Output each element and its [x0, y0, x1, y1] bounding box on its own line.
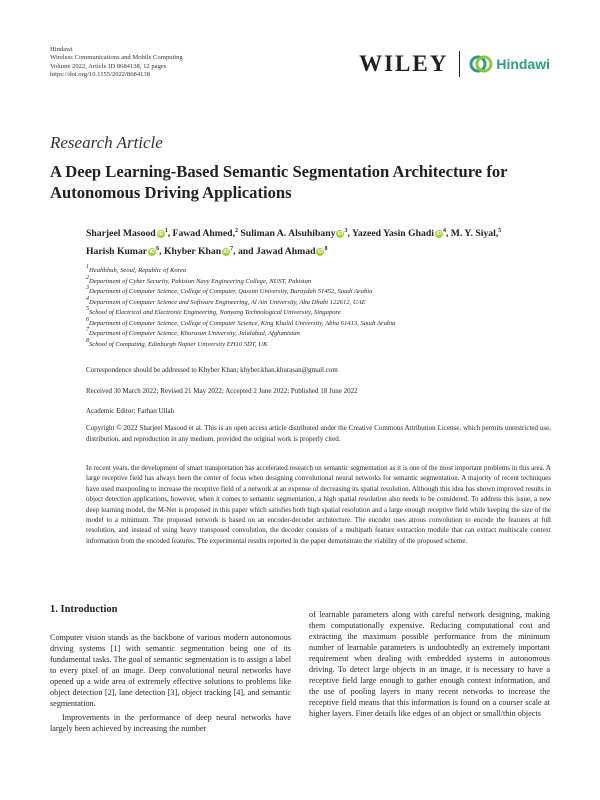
- affiliation-text: Department of Computer Science, College of Computer, Qassim University, Buraydah 51452, Saudi Arabia: [89, 288, 373, 295]
- orcid-icon[interactable]: iD: [436, 231, 442, 237]
- author-name: [173, 228, 238, 239]
- author-name: [164, 246, 233, 257]
- publisher-logos: [359, 50, 550, 78]
- journal-name: Wireless Communications and Mobile Computing: [50, 54, 183, 62]
- author-name: [451, 228, 501, 239]
- hindawi-logo-icon: [469, 53, 493, 75]
- affiliation-text: Department of Computer Science, College of Computer Science, King Khalid University, Abha 61413, Saudi Arabia: [89, 319, 396, 327]
- author-name-text: Yazeed Yasin Ghadi: [351, 228, 434, 239]
- affiliation-number: 5: [86, 306, 89, 312]
- author-name: [240, 228, 347, 239]
- affiliation-number: 7: [86, 327, 89, 333]
- affiliation-item: [86, 308, 576, 319]
- affiliation-item: [86, 316, 576, 330]
- affiliation-item: [86, 337, 576, 351]
- affiliation-number: 4: [86, 295, 89, 302]
- affiliation-number: 8: [86, 337, 89, 344]
- author-name: [352, 228, 446, 239]
- affiliation-marker: 1: [164, 228, 168, 234]
- affiliation-marker: 3: [344, 228, 348, 234]
- correspondence: Correspondence should be addressed to Khyber Khan; khyber.khan.khurasan@gmail.com: [86, 366, 338, 374]
- affiliation-number: 2: [86, 274, 89, 281]
- intro-paragraph: of learnable parameters along with careful network designing, making them computationally expensive. Reducing computational cost and extracting the maximum possible performance from the minimum number of learnable parameters is undoubtedly an extremely important requirement when dealing with embedded systems in autonomous driving. To detect large objects in an image, it is necessary to have a receptive field large enough to gather enough context information, and the use of pooling layers in many recent networks to increase the receptive field means that this information is found on a courser scale at higher layers. Finer details like edges of an object or small/thin objects: [309, 610, 550, 719]
- affiliation-text: School of Electrical and Electronic Engineering, Nanyang Technological University, Singapore: [89, 309, 341, 316]
- affiliation-text: Department of Computer Science, Khurasan University, Jalalabad, Afghanistan: [89, 330, 300, 337]
- copyright-notice: Copyright © 2022 Sharjeel Masood et al. This is an open access article distributed under the Creative Commons Attribution License, which permits unrestricted use, distribution, and reproduction in any medium, provided the original work is properly cited.: [86, 424, 551, 443]
- publisher-line: Hindawi: [50, 46, 73, 53]
- intro-paragraph: Computer vision stands as the backbone of various modern autonomous driving systems [1] with semantic segmentation being one of its fundamental tasks. The goal of semantic segmentation is to assign a label to every pixel of an image. Deep convolutional neural networks have opened up a wide area of extremely effective solutions to problems like object detection [2], lane detection [3], object tracking [4], and semantic segmentation.: [50, 633, 291, 709]
- affiliation-item: [86, 287, 576, 298]
- author-name-text: Khyber Khan: [163, 246, 222, 257]
- affiliation-number: 6: [86, 316, 89, 323]
- orcid-icon[interactable]: iD: [223, 249, 229, 255]
- affiliation-item: [86, 295, 576, 309]
- affiliation-marker: 2: [235, 228, 238, 234]
- logo-divider: [459, 51, 460, 77]
- intro-column-left: [50, 632, 291, 734]
- author-name: [238, 246, 328, 257]
- affiliation-marker: 5: [498, 228, 502, 234]
- affiliation-number: 1: [86, 264, 89, 270]
- intro-column-right: [309, 609, 550, 719]
- author-name-text: Fawad Ahmed,: [172, 228, 235, 239]
- author-name-text: Suliman A. Alsuhibany: [240, 228, 336, 239]
- affiliation-text: Department of Cyber Security, Pakistan Navy Engineering College, NUST, Pakistan: [89, 277, 312, 285]
- affiliation-marker: 8: [324, 246, 328, 252]
- journal-info: [50, 46, 183, 79]
- orcid-icon[interactable]: iD: [149, 249, 155, 255]
- abstract: In recent years, the development of smart transportation has accelerated research on semantic segmentation as it is one of the most important problems in this area. A large receptive field has always been the center of focus when designing convolutional neural networks for semantic segmentation. A majority of recent techniques have used maxpooling to increase the receptive field of a network at an expense of decreasing its spatial resolution. Although this idea has shown improved results in object detection applications, however, when it comes to semantic segmentation, a high spatial resolution also needs to be considered. To address this issue, a new deep learning model, the M-Net is proposed in this paper which satisfies both high spatial resolution and a large enough receptive field while keeping the size of the model to a minimum. The proposed network is based on an encoder-decoder architecture. The encoder uses atrous convolution to encode the features at full resolution, and instead of using heavy transposed convolution, the decoder consists of a multipath feature extraction module that can extract multiscale context information from the encoded features. The experimental results reported in the paper demonstrate the viability of the proposed scheme.: [86, 464, 551, 545]
- academic-editor: Academic Editor: Farhan Ullah: [86, 407, 175, 415]
- affiliation-item: [86, 266, 576, 277]
- affiliation-number: 3: [86, 285, 89, 291]
- author-name-text: Harish Kumar: [86, 246, 148, 257]
- affiliation-text: Department of Computer Science and Software Engineering, Al Ain University, Abu Dhabi 122612, UAE: [89, 298, 366, 306]
- intro-paragraph: Improvements in the performance of deep neural networks have largely been achieved by increasing the number: [50, 713, 291, 734]
- volume-line: Volume 2022, Article ID 8684138, 12 pages: [50, 62, 167, 70]
- author-name-text: M. Y. Siyal,: [450, 228, 499, 239]
- author-list: Sharjeel Masood $iD^1$, Fawad Ahmed,$^2$ Suliman A. Alsuhibany $iD^3$, Yazeed Yasin Ghadi $iD^4$, M. Y. Siyal,$^5$ Harish Kumar $iD^6$, Khyber Khan $iD^7$, and Jawad Ahmad $iD^8$: [86, 228, 502, 257]
- affiliation-text: Healthhub, Seoul, Republic of Korea: [89, 267, 187, 274]
- paper-title: A Deep Learning-Based Semantic Segmentation Architecture for Autonomous Driving Applications: [50, 162, 508, 202]
- author-name-text: and Jawad Ahmad: [237, 246, 316, 257]
- author-name: [86, 228, 168, 239]
- wiley-logo: WILEY: [359, 51, 449, 76]
- affiliation-marker: 4: [442, 228, 446, 234]
- hindawi-logo-text: Hindawi: [496, 56, 550, 72]
- article-type: Research Article: [50, 133, 163, 152]
- affiliation-list: [86, 266, 576, 350]
- orcid-icon[interactable]: iD: [337, 231, 344, 237]
- affiliation-marker: 6: [156, 246, 160, 252]
- affiliation-marker: 7: [230, 246, 234, 252]
- section-heading: 1. Introduction: [50, 604, 118, 615]
- publication-dates: Received 30 March 2022; Revised 21 May 2022; Accepted 2 June 2022; Published 18 June 2022: [86, 387, 358, 395]
- affiliation-text: School of Computing, Edinburgh Napier University EH10 5DT, UK: [89, 340, 268, 348]
- doi-link[interactable]: https://doi.org/10.1155/2022/8684138: [50, 70, 151, 78]
- author-name: [86, 246, 159, 257]
- affiliation-item: [86, 274, 576, 288]
- orcid-icon[interactable]: iD: [317, 249, 324, 255]
- author-name-text: Sharjeel Masood: [86, 228, 156, 239]
- orcid-icon[interactable]: iD: [157, 231, 164, 237]
- affiliation-item: [86, 329, 576, 340]
